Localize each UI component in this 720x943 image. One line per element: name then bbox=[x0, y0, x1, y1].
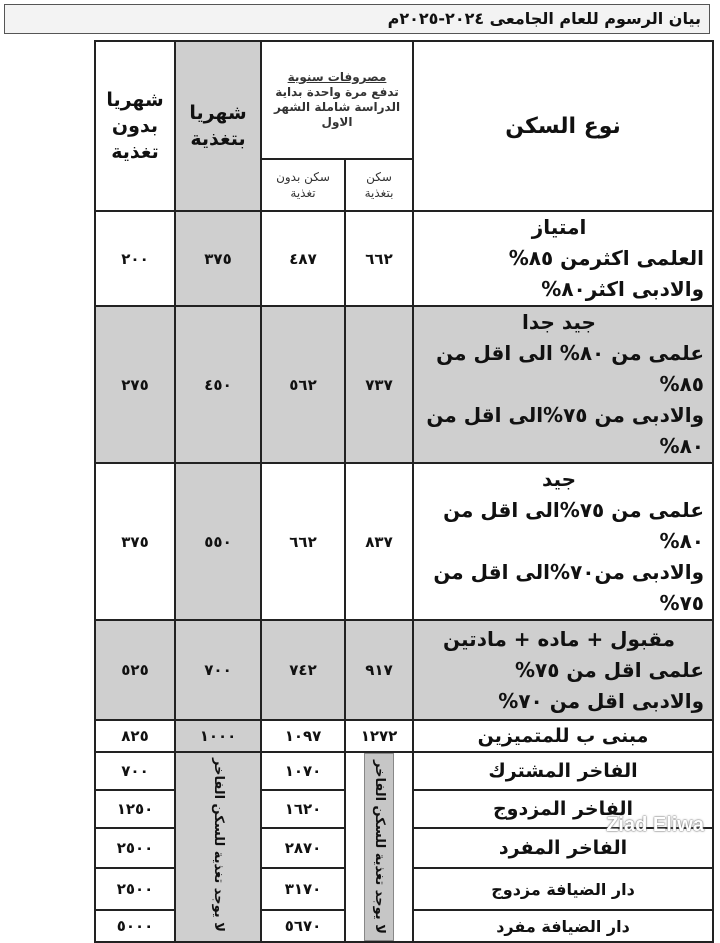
no-food-note-annual: لا يوجد تغذية للسكن الفاخر bbox=[345, 752, 413, 942]
header-annual-with-food: سكن بتغذية bbox=[345, 159, 413, 211]
annual-with-food-value: ١٢٧٢ bbox=[345, 720, 413, 752]
annual-without-food-value: ١٦٢٠ bbox=[261, 790, 345, 828]
table-row bbox=[13, 306, 713, 463]
page-title: بيان الرسوم للعام الجامعى ٢٠٢٤-٢٠٢٥م bbox=[4, 4, 710, 34]
monthly-with-food-value: ٧٠٠ bbox=[175, 620, 261, 720]
monthly-without-food-value: ١٢٥٠ bbox=[95, 790, 175, 828]
annual-without-food-value: ٤٨٧ bbox=[261, 211, 345, 306]
monthly-without-food-value: ٣٧٥ bbox=[95, 463, 175, 620]
header-annual-line-3: الاول bbox=[321, 115, 353, 129]
monthly-without-food-value: ٧٠٠ bbox=[95, 752, 175, 790]
annual-with-food-value: ٦٦٢ bbox=[345, 211, 413, 306]
monthly-without-food-value: ٢٥٠٠ bbox=[95, 828, 175, 868]
monthly-without-food-value: ٢٠٠ bbox=[95, 211, 175, 306]
header-annual-without-food: سكن بدون تغذية bbox=[261, 159, 345, 211]
header-annual-line-2: الدراسة شاملة الشهر bbox=[273, 100, 401, 114]
housing-type-cell: امتياز العلمى اكثرمن ٨٥% والادبى اكثر٨٠% bbox=[413, 211, 713, 306]
annual-with-food-value: ٨٣٧ bbox=[345, 463, 413, 620]
fees-sheet bbox=[4, 4, 712, 936]
no-food-note-monthly: لا يوجد تغذية للسكن الفاخر bbox=[175, 752, 261, 942]
annual-with-food-value: ٩١٧ bbox=[345, 620, 413, 720]
header-annual-title: مصروفات سنوية bbox=[287, 70, 387, 84]
table-row bbox=[13, 620, 713, 720]
table-row bbox=[13, 720, 713, 752]
housing-type-cell: جيد علمى من ٧٥%الى اقل من ٨٠% والادبى من٧٠%الى اقل من ٧٥% bbox=[413, 463, 713, 620]
housing-type-cell: مقبول + ماده + مادتين علمى اقل من ٧٥% والادبى اقل من ٧٠% bbox=[413, 620, 713, 720]
monthly-with-food-value: ١٠٠٠ bbox=[175, 720, 261, 752]
housing-type-cell: جيد جدا علمى من ٨٠% الى اقل من ٨٥% والادبى من ٧٥%الى اقل من ٨٠% bbox=[413, 306, 713, 463]
table-row bbox=[13, 211, 713, 306]
monthly-with-food-value: ٤٥٠ bbox=[175, 306, 261, 463]
watermark: Ziad Eliwa bbox=[606, 814, 704, 836]
housing-type-cell: مبنى ب للمتميزين bbox=[413, 720, 713, 752]
annual-without-food-value: ٥٦٢ bbox=[261, 306, 345, 463]
monthly-with-food-value: ٥٥٠ bbox=[175, 463, 261, 620]
monthly-without-food-value: ٢٥٠٠ bbox=[95, 868, 175, 910]
fees-table bbox=[12, 40, 714, 943]
header-annual-line-1: تدفع مرة واحدة بداية bbox=[275, 85, 399, 99]
monthly-with-food-value: ٣٧٥ bbox=[175, 211, 261, 306]
header-monthly-without-food: شهريا بدون تغذية bbox=[95, 41, 175, 211]
housing-type-cell: دار الضيافة مزدوج bbox=[413, 868, 713, 910]
table-row bbox=[13, 752, 713, 790]
housing-type-cell: الفاخر المشترك bbox=[413, 752, 713, 790]
annual-without-food-value: ٧٤٢ bbox=[261, 620, 345, 720]
annual-without-food-value: ٥٦٧٠ bbox=[261, 910, 345, 942]
monthly-without-food-value: ٥٢٥ bbox=[95, 620, 175, 720]
annual-without-food-value: ٦٦٢ bbox=[261, 463, 345, 620]
header-housing-type: نوع السكن bbox=[413, 41, 713, 211]
housing-type-cell: الفاخر المفرد bbox=[413, 828, 713, 868]
monthly-without-food-value: ٢٧٥ bbox=[95, 306, 175, 463]
monthly-without-food-value: ٨٢٥ bbox=[95, 720, 175, 752]
annual-without-food-value: ٢٨٧٠ bbox=[261, 828, 345, 868]
monthly-without-food-value: ٥٠٠٠ bbox=[95, 910, 175, 942]
header-annual bbox=[261, 41, 413, 159]
annual-without-food-value: ١٠٧٠ bbox=[261, 752, 345, 790]
table-row bbox=[13, 463, 713, 620]
housing-type-cell: دار الضيافة مفرد bbox=[413, 910, 713, 942]
header-monthly-with-food: شهريا بتغذية bbox=[175, 41, 261, 211]
annual-without-food-value: ٣١٧٠ bbox=[261, 868, 345, 910]
annual-without-food-value: ١٠٩٧ bbox=[261, 720, 345, 752]
housing-type-cell: الفاخر المزدوج bbox=[413, 790, 713, 828]
annual-with-food-value: ٧٣٧ bbox=[345, 306, 413, 463]
